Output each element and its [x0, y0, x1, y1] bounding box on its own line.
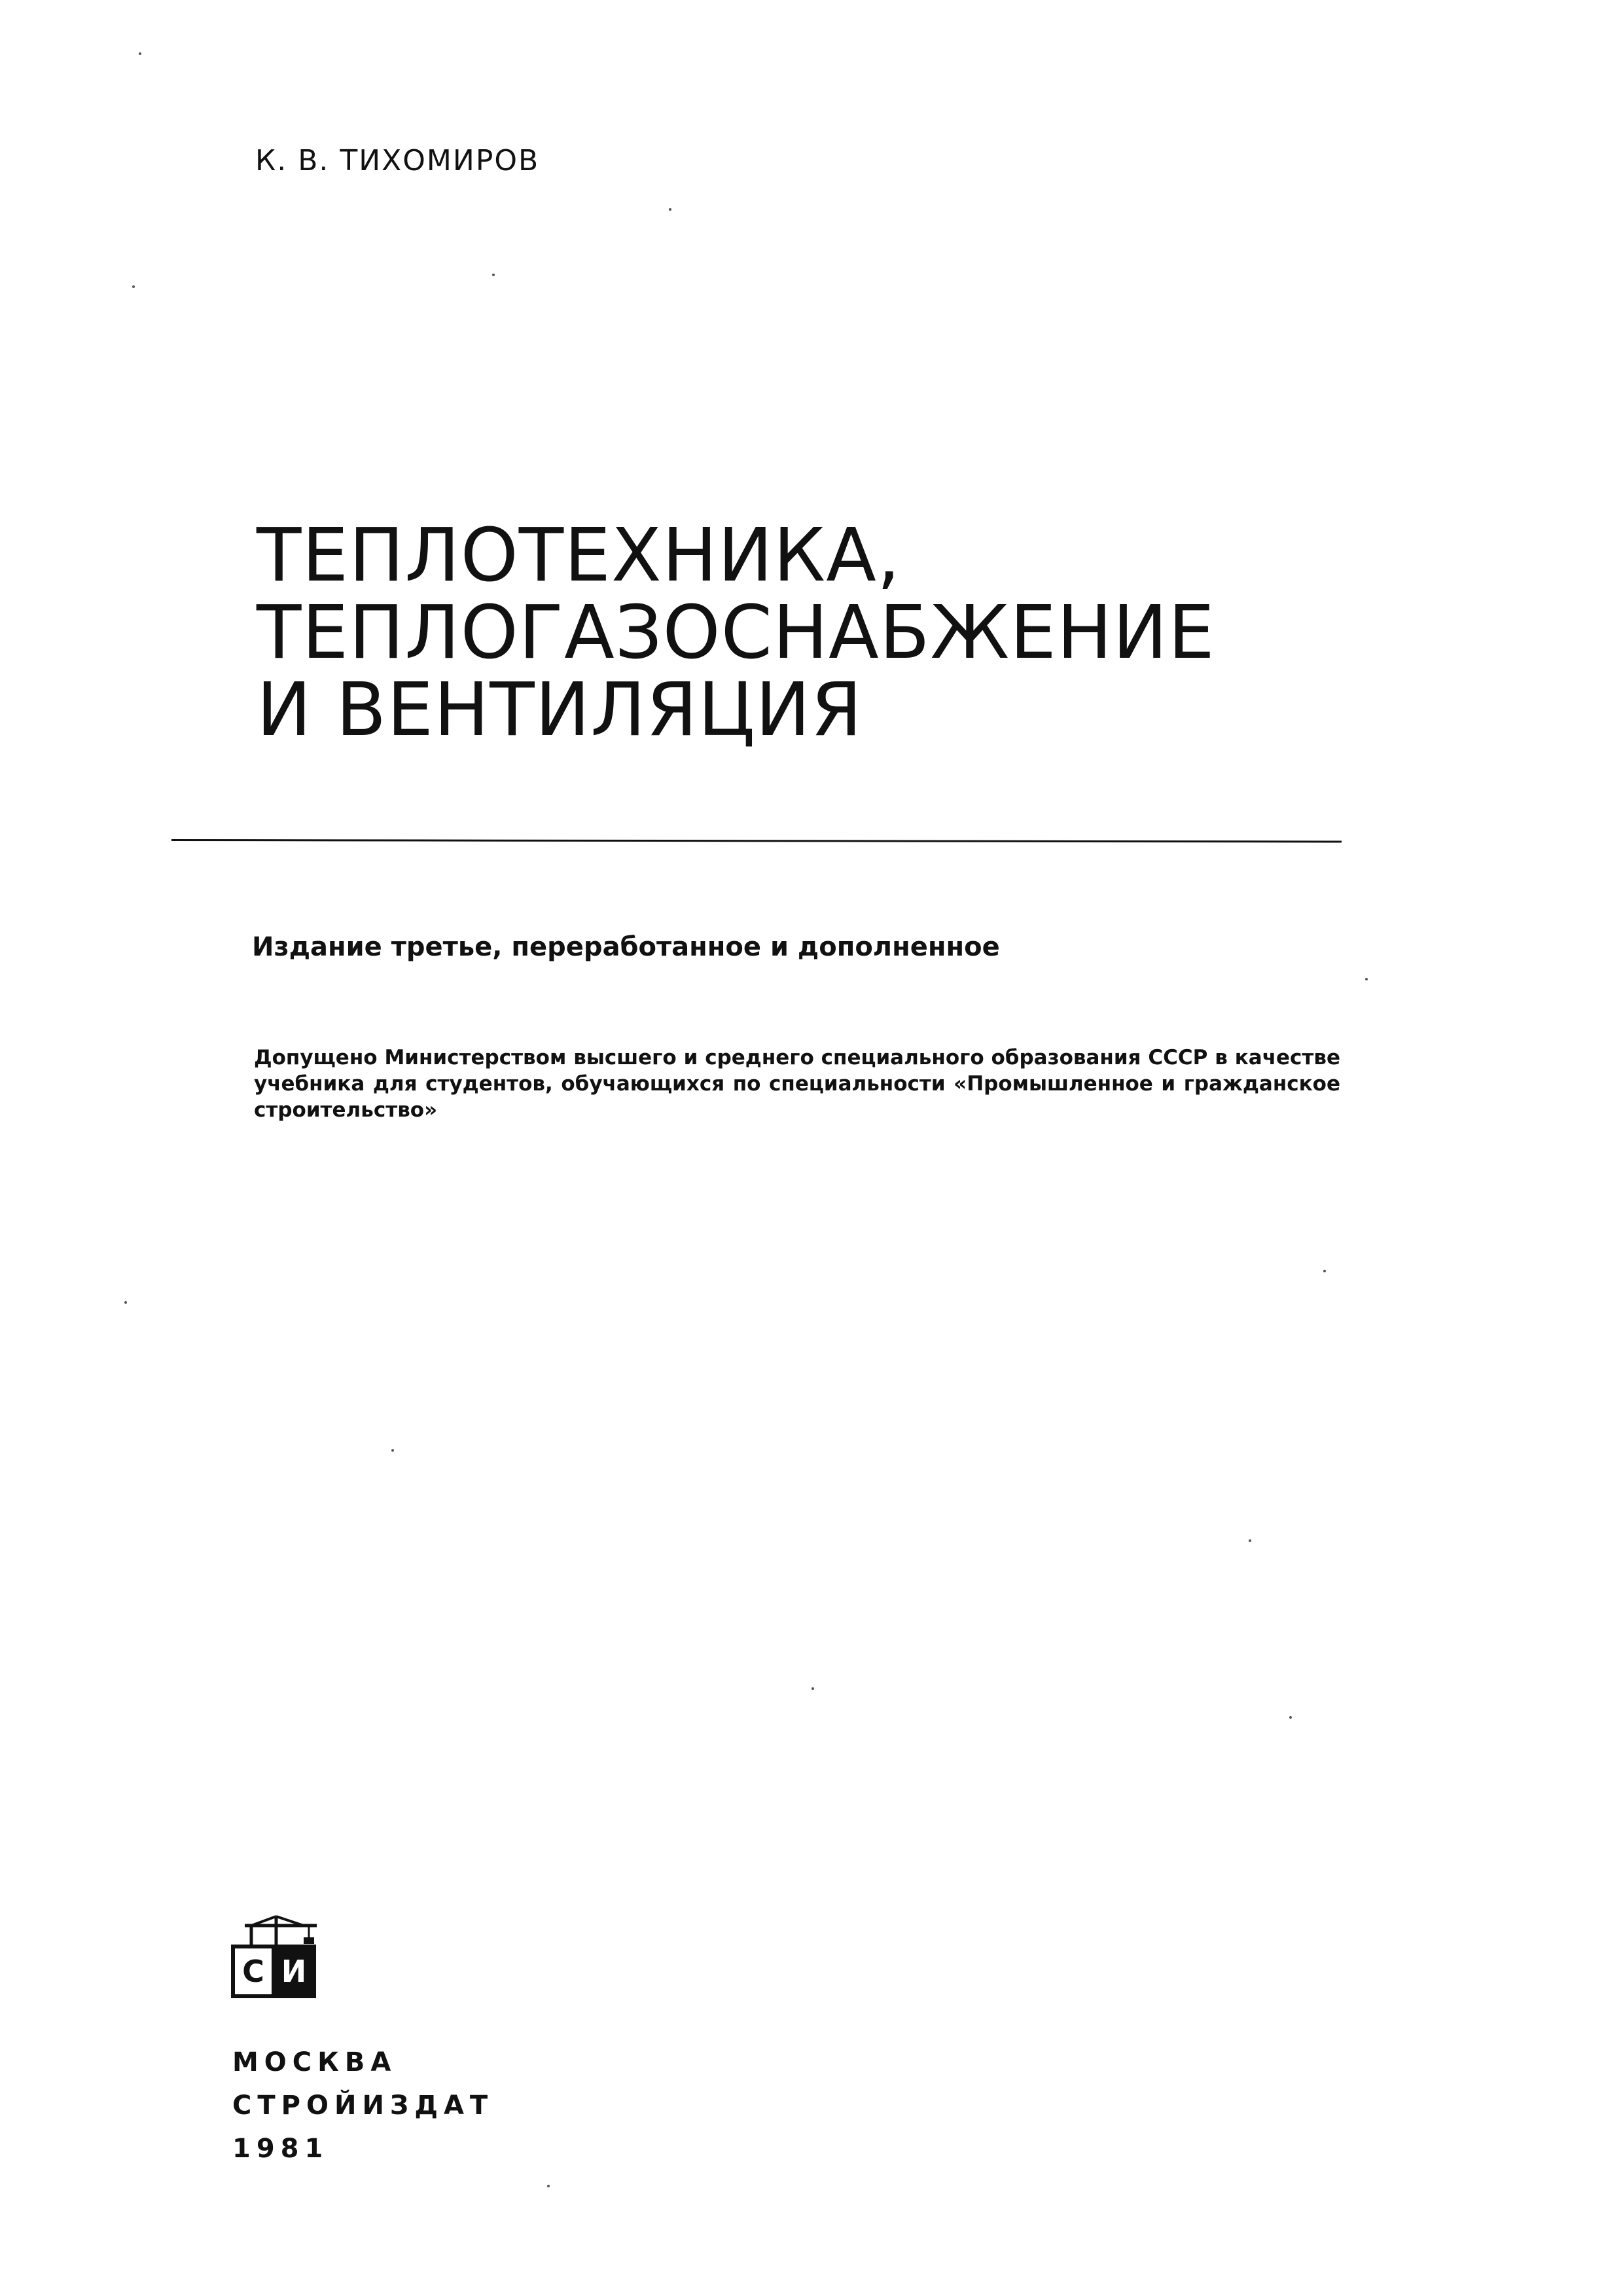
imprint: [232, 2041, 493, 2170]
scan-speck: [391, 1449, 394, 1452]
scan-speck: [1289, 1716, 1292, 1719]
title-divider: [171, 839, 1342, 842]
book-title: [257, 513, 1215, 753]
scan-speck: [492, 274, 495, 276]
imprint-publisher: СТРОЙИЗДАТ: [232, 2090, 494, 2121]
scan-speck: [812, 1687, 814, 1690]
book-title-line-1: ТЕПЛОТЕХНИКА,: [257, 513, 901, 598]
logo-letter-i: И: [281, 1954, 307, 1989]
scan-speck: [124, 1301, 127, 1304]
author-name: К. В. ТИХОМИРОВ: [255, 144, 540, 177]
book-title-line-3: И ВЕНТИЛЯЦИЯ: [257, 668, 863, 753]
edition-note: Издание третье, переработанное и дополненное: [252, 932, 1000, 962]
approval-note: Допущено Министерством высшего и среднего специального образования СССР в качестве учебника для студентов, обучающихся по специальности «Промышленное и гражданское строительство»: [254, 1046, 1340, 1122]
book-title-line-2: ТЕПЛОГАЗОСНАБЖЕНИЕ: [257, 590, 1215, 675]
imprint-city: МОСКВА: [232, 2047, 397, 2077]
imprint-year: 1981: [232, 2134, 329, 2164]
scan-speck: [1365, 978, 1368, 980]
scan-speck: [132, 285, 135, 288]
logo-letter-s: С: [242, 1954, 264, 1989]
publisher-logo-icon: [225, 1912, 323, 2004]
scan-speck: [1323, 1270, 1326, 1272]
scan-speck: [669, 208, 671, 211]
scan-speck: [1249, 1539, 1251, 1542]
scan-speck: [139, 52, 141, 55]
scan-speck: [547, 2185, 550, 2187]
